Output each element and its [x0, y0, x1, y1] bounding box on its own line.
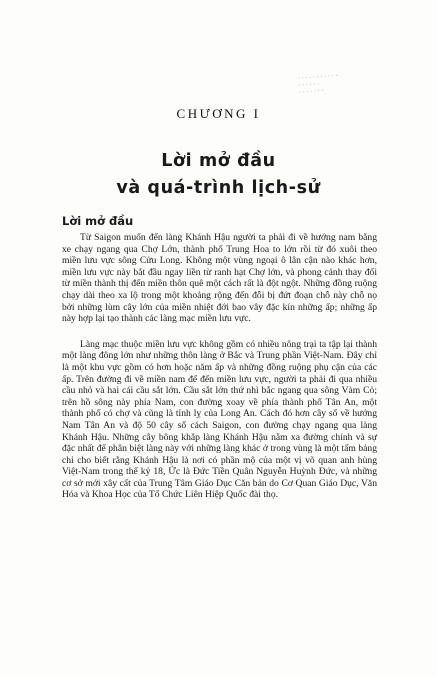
- library-stamp: [298, 68, 412, 136]
- section-heading: Lời mở đầu: [62, 214, 134, 228]
- body-text: [62, 232, 377, 515]
- paragraph: Làng mạc thuộc miền lưu vực không gồm có nhiều nông trại ta tập lại thành một làng đông lớn như những thôn làng ở Bắc và Trung phần Việt-Nam. Đây chỉ là một khu vực gồm có hơn hoặc năm ấp và những đồng ruộng phụ cận của các ấp. Trên đường đi về miền nam để đến miền lưu vực, người ta phải đi qua nhiều cầu nhỏ và hai cái cầu sắt lớn. Cầu sắt lớn thứ nhì bắc ngang qua sông Vàm Cỏ; trên hồ sông này phía Nam, con đường xoay về phía thành phố Tân An, một thành phố có chợ và cũng là tỉnh lỵ của Long An. Cách đó hơn cây số về hướng Nam Tân An và độ 50 cây số cách Saigon, con đường chạy ngang qua làng Khánh Hậu. Những cây bông khắp làng Khánh Hậu nằm xa đường chính và sự đặc nhất để phân biệt làng này với những làng khác ở trong vùng là một tấm bảng chỉ cho biết rằng Khánh Hậu là nơi có phần mộ của một vị võ quan anh hùng Việt-Nam trong thế kỷ 18, Ức là Đức Tiền Quân Nguyễn Huỳnh Đức, và những cơ sở mới xây cất của Trung Tâm Giáo Dục Căn bản do Cơ Quan Giáo Dục, Văn Hóa và Khoa Học của Tổ Chức Liên Hiệp Quốc đài thọ.: [62, 338, 377, 501]
- chapter-title-line-1: Lời mở đầu: [161, 151, 276, 171]
- stamp-line: · · · · · ·: [298, 81, 320, 89]
- paragraph: Từ Saigon muốn đến làng Khánh Hậu người ta phải đi về hướng nam bằng xe chạy ngang qua Chợ Lớn, thành phố Trung Hoa to lớn rồi từ đó xuôi theo miền lưu vực sông Cửu Long. Không một vùng ngoại ô lân cận nào khác hơn, miền lưu vực này bắt đầu ngay liền từ ranh hạt Chợ lớn, và phong cảnh thay đổi từ miền thành thị đến miền thôn quê một cách rất là đột ngột. Những đồng ruộng chạy dài theo xa lộ trong một khoảng rộng đến đỗi bị đứt đoạn chỗ này chỗ nọ bởi những lùm cây lớn của miền nhiệt đới bao vây đặc kín những ấp; những ấp này hợp lại tạo thành các làng mạc miền lưu vực.: [62, 232, 377, 325]
- stamp-line: · · · · · · ·: [299, 88, 324, 96]
- chapter-title: [0, 148, 437, 202]
- chapter-title-line-2: và quá-trình lịch-sử: [116, 178, 321, 198]
- chapter-label: CHƯƠNG I: [176, 106, 261, 121]
- stamp-line: · · · · · · · · · · ·: [298, 73, 338, 82]
